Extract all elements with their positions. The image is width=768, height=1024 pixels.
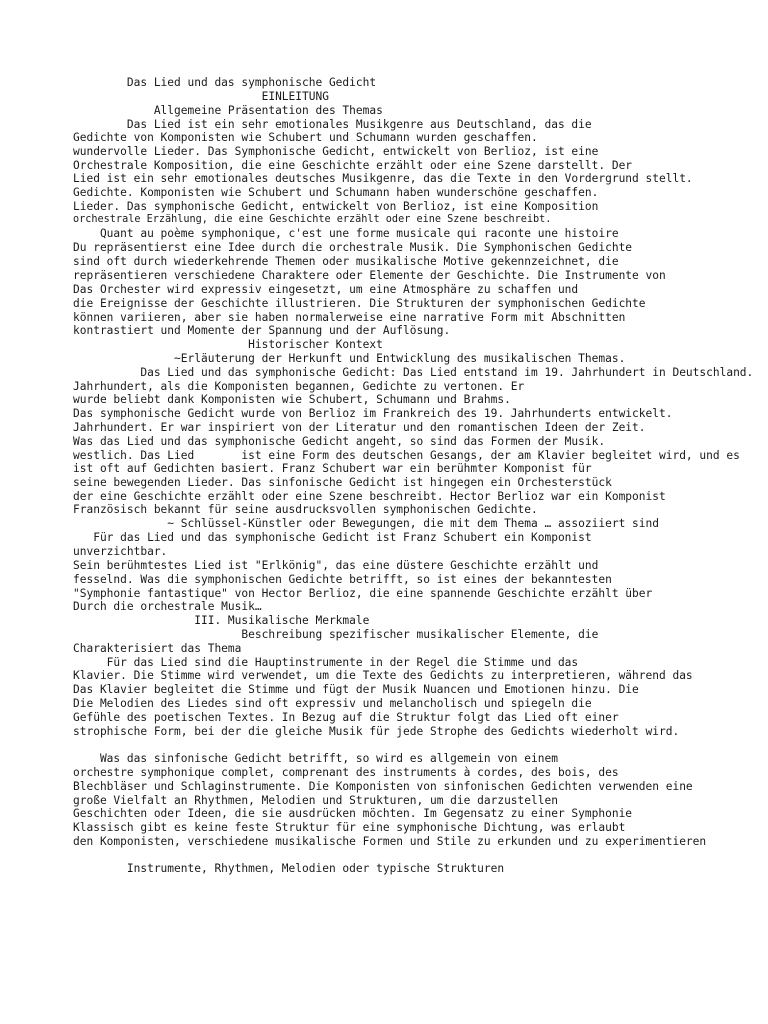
text-line: fesselnd. Was die symphonischen Gedichte betrifft, so ist eines der bekanntesten [73, 573, 612, 586]
text-line: Was das sinfonische Gedicht betrifft, so wird es allgemein von einem [73, 752, 558, 765]
text-line: wundervolle Lieder. Das Symphonische Gedicht, entwickelt von Berlioz, ist eine [73, 145, 599, 158]
section-heading-historischer-kontext: Historischer Kontext [73, 338, 383, 351]
text-line: orchestre symphonique complet, comprenant des instruments à cordes, des bois, des [73, 766, 619, 779]
text-line: strophische Form, bei der die gleiche Musik für jede Strophe des Gedichts wiederholt wird. [73, 725, 680, 738]
text-line: Orchestrale Komposition, die eine Geschichte erzählt oder eine Szene darstellt. Der [73, 159, 633, 172]
text-line: die Ereignisse der Geschichte illustrieren. Die Strukturen der symphonischen Gedichte [73, 297, 646, 310]
subheading-beschreibung: Beschreibung spezifischer musikalischer Elemente, die [73, 628, 599, 641]
text-line: Das Lied und das symphonische Gedicht: Das Lied entstand im 19. Jahrhundert in Deutschland. [73, 366, 754, 379]
text-line: repräsentieren verschiedene Charaktere oder Elemente der Geschichte. Die Instrumente von [73, 269, 666, 282]
text-line: Das symphonische Gedicht wurde von Berlioz im Frankreich des 19. Jahrhunderts entwickelt. [73, 407, 673, 420]
text-line: Das Lied ist ein sehr emotionales Musikgenre aus Deutschland, das die [73, 118, 592, 131]
text-line: Charakterisiert das Thema [73, 642, 242, 655]
text-line: Das Orchester wird expressiv eingesetzt, um eine Atmosphäre zu schaffen und [73, 283, 579, 296]
text-line: Klavier. Die Stimme wird verwendet, um die Texte des Gedichts zu interpretieren, während das [73, 669, 693, 682]
text-line: seine bewegenden Lieder. Das sinfonische Gedicht ist hingegen ein Orchesterstück [73, 476, 612, 489]
text-line: Das Klavier begleitet die Stimme und fügt der Musik Nuancen und Emotionen hinzu. Die [73, 683, 639, 696]
text-line: Lieder. Das symphonische Gedicht, entwickelt von Berlioz, ist eine Komposition [73, 200, 599, 213]
text-line: wurde beliebt dank Komponisten wie Schubert, Schumann und Brahms. [73, 393, 511, 406]
text-line: können variieren, aber sie haben normalerweise eine narrative Form mit Abschnitten [73, 311, 626, 324]
text-line: Jahrhundert, als die Komponisten begannen, Gedichte zu vertonen. Er [73, 380, 525, 393]
text-line: Für das Lied und das symphonische Gedicht ist Franz Schubert ein Komponist [73, 531, 592, 544]
subheading-instrumente: Instrumente, Rhythmen, Melodien oder typische Strukturen [73, 862, 505, 875]
text-line: Gefühle des poetischen Textes. In Bezug auf die Struktur folgt das Lied oft einer [73, 711, 619, 724]
text-line: ist oft auf Gedichten basiert. Franz Schubert war ein berühmter Komponist für [73, 462, 592, 475]
text-line: Die Melodien des Liedes sind oft expressiv und melancholisch und spiegeln die [73, 697, 592, 710]
text-line: große Vielfalt an Rhythmen, Melodien und Strukturen, um die darzustellen [73, 794, 558, 807]
text-line: westlich. Das Lied ist eine Form des deutschen Gesangs, der am Klavier begleitet wird, und es [73, 449, 740, 462]
subheading-schluessel-kuenstler: ~ Schlüssel-Künstler oder Bewegungen, die mit dem Thema … assoziiert sind [73, 517, 659, 530]
text-line: Quant au poème symphonique, c'est une forme musicale qui raconte une histoire [73, 227, 619, 240]
text-line: Du repräsentierst eine Idee durch die orchestrale Musik. Die Symphonischen Gedichte [73, 241, 633, 254]
text-line: Klassisch gibt es keine feste Struktur für eine symphonische Dichtung, was erlaubt [73, 821, 626, 834]
text-line: Gedichte. Komponisten wie Schubert und Schumann haben wunderschöne geschaffen. [73, 186, 599, 199]
text-line: Blechbläser und Schlaginstrumente. Die Komponisten von sinfonischen Gedichten verwenden eine [73, 780, 693, 793]
subheading-allgemeine: Allgemeine Präsentation des Themas [73, 104, 383, 117]
text-line: Lied ist ein sehr emotionales deutsches Musikgenre, das die Texte in den Vordergrund stellt. [73, 172, 693, 185]
text-line: Französisch bekannt für seine ausdrucksvollen symphonischen Gedichte. [73, 503, 538, 516]
subheading-erlaeuterung: ~Erläuterung der Herkunft und Entwicklung des musikalischen Themas. [73, 352, 626, 365]
text-line: "Symphonie fantastique" von Hector Berlioz, die eine spannende Geschichte erzählt über [73, 587, 653, 600]
text-line: unverzichtbar. [73, 545, 168, 558]
doc-title: Das Lied und das symphonische Gedicht [73, 76, 377, 89]
text-line: sind oft durch wiederkehrende Themen oder musikalische Motive gekennzeichnet, die [73, 255, 619, 268]
text-line: Für das Lied sind die Hauptinstrumente in der Regel die Stimme und das [73, 656, 579, 669]
text-line: den Komponisten, verschiedene musikalische Formen und Stile zu erkunden und zu experimentieren [73, 835, 707, 848]
text-line: orchestrale Erzählung, die eine Geschichte erzählt oder eine Szene beschreibt. [73, 214, 552, 225]
text-line: Durch die orchestrale Musik… [73, 600, 262, 613]
text-line: Was das Lied und das symphonische Gedicht angeht, so sind das Formen der Musik. [73, 435, 606, 448]
text-line: kontrastiert und Momente der Spannung und der Auflösung. [73, 324, 451, 337]
text-line: der eine Geschichte erzählt oder eine Szene beschreibt. Hector Berlioz war ein Komponist [73, 490, 666, 503]
text-line: Jahrhundert. Er war inspiriert von der Literatur und den romantischen Ideen der Zeit. [73, 421, 646, 434]
text-line: Sein berühmtestes Lied ist "Erlkönig", das eine düstere Geschichte erzählt und [73, 559, 599, 572]
section-heading-einleitung: EINLEITUNG [73, 90, 329, 103]
section-heading-musikalische-merkmale: III. Musikalische Merkmale [73, 614, 370, 627]
text-line: Geschichten oder Ideen, die sie ausdrücken möchten. Im Gegensatz zu einer Symphonie [73, 807, 633, 820]
text-line: Gedichte von Komponisten wie Schubert und Schumann wurden geschaffen. [73, 131, 538, 144]
